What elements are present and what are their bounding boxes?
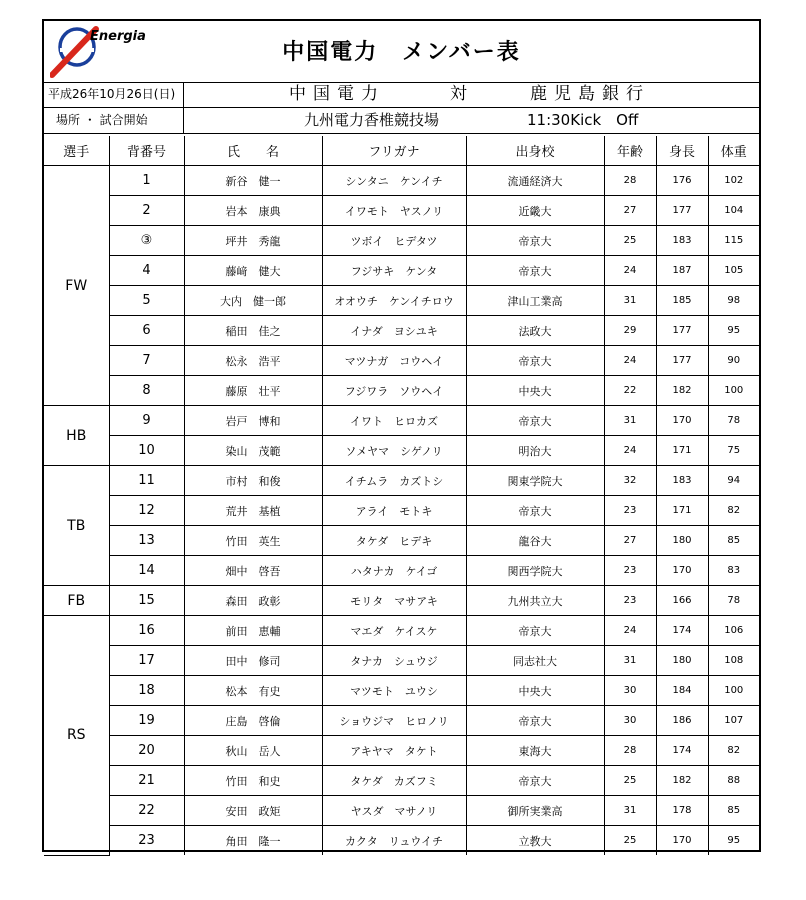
player-weight: 106 bbox=[708, 616, 759, 646]
player-number: 12 bbox=[109, 496, 184, 526]
player-weight: 85 bbox=[708, 526, 759, 556]
date-row bbox=[44, 82, 759, 108]
player-name: 秋山 岳人 bbox=[184, 736, 322, 766]
player-age: 32 bbox=[604, 466, 656, 496]
player-kana: ハタナカ ケイゴ bbox=[322, 556, 466, 586]
energia-logo bbox=[50, 23, 160, 79]
player-name: 大内 健一郎 bbox=[184, 286, 322, 316]
player-weight: 100 bbox=[708, 676, 759, 706]
player-row bbox=[44, 616, 759, 646]
player-weight: 85 bbox=[708, 796, 759, 826]
player-age: 23 bbox=[604, 556, 656, 586]
position-group-hb: HB bbox=[44, 406, 109, 466]
player-row bbox=[44, 346, 759, 376]
player-height: 170 bbox=[656, 556, 708, 586]
player-name: 稲田 佳之 bbox=[184, 316, 322, 346]
player-kana: タケダ カズフミ bbox=[322, 766, 466, 796]
player-number: 14 bbox=[109, 556, 184, 586]
player-age: 29 bbox=[604, 316, 656, 346]
player-name: 前田 恵輔 bbox=[184, 616, 322, 646]
player-name: 竹田 和史 bbox=[184, 766, 322, 796]
player-age: 23 bbox=[604, 586, 656, 616]
player-school: 帝京大 bbox=[466, 706, 604, 736]
player-name: 田中 修司 bbox=[184, 646, 322, 676]
position-group-fb: FB bbox=[44, 586, 109, 616]
player-row bbox=[44, 646, 759, 676]
player-school: 帝京大 bbox=[466, 766, 604, 796]
player-height: 185 bbox=[656, 286, 708, 316]
player-weight: 78 bbox=[708, 406, 759, 436]
player-row bbox=[44, 406, 759, 436]
away-team: 鹿児島銀行 bbox=[530, 84, 650, 104]
player-age: 24 bbox=[604, 256, 656, 286]
player-number: 1 bbox=[109, 166, 184, 196]
player-row bbox=[44, 676, 759, 706]
col-header-age: 年齢 bbox=[604, 136, 656, 166]
player-name: 染山 茂範 bbox=[184, 436, 322, 466]
player-weight: 107 bbox=[708, 706, 759, 736]
player-height: 166 bbox=[656, 586, 708, 616]
player-name: 松本 有史 bbox=[184, 676, 322, 706]
player-number: ③ bbox=[109, 226, 184, 256]
player-school: 明治大 bbox=[466, 436, 604, 466]
player-number: 2 bbox=[109, 196, 184, 226]
player-number: 6 bbox=[109, 316, 184, 346]
player-number: 23 bbox=[109, 826, 184, 856]
player-height: 174 bbox=[656, 736, 708, 766]
player-row bbox=[44, 466, 759, 496]
player-row bbox=[44, 166, 759, 196]
player-number: 20 bbox=[109, 736, 184, 766]
player-name: 坪井 秀龍 bbox=[184, 226, 322, 256]
player-weight: 82 bbox=[708, 736, 759, 766]
player-row bbox=[44, 496, 759, 526]
player-row bbox=[44, 826, 759, 856]
player-name: 岩本 康典 bbox=[184, 196, 322, 226]
player-kana: カクタ リュウイチ bbox=[322, 826, 466, 856]
player-age: 24 bbox=[604, 616, 656, 646]
player-number: 4 bbox=[109, 256, 184, 286]
player-weight: 83 bbox=[708, 556, 759, 586]
player-height: 186 bbox=[656, 706, 708, 736]
player-school: 帝京大 bbox=[466, 346, 604, 376]
player-weight: 78 bbox=[708, 586, 759, 616]
player-kana: タナカ シュウジ bbox=[322, 646, 466, 676]
player-row bbox=[44, 196, 759, 226]
player-age: 31 bbox=[604, 286, 656, 316]
player-row bbox=[44, 316, 759, 346]
player-kana: シンタニ ケンイチ bbox=[322, 166, 466, 196]
player-height: 183 bbox=[656, 226, 708, 256]
player-school: 流通経済大 bbox=[466, 166, 604, 196]
player-name: 安田 政矩 bbox=[184, 796, 322, 826]
player-school: 近畿大 bbox=[466, 196, 604, 226]
player-number: 21 bbox=[109, 766, 184, 796]
player-kana: ソメヤマ シゲノリ bbox=[322, 436, 466, 466]
player-school: 東海大 bbox=[466, 736, 604, 766]
player-number: 8 bbox=[109, 376, 184, 406]
player-height: 177 bbox=[656, 346, 708, 376]
player-age: 22 bbox=[604, 376, 656, 406]
player-age: 31 bbox=[604, 646, 656, 676]
col-header-number: 背番号 bbox=[109, 136, 184, 166]
player-height: 171 bbox=[656, 496, 708, 526]
roster-body bbox=[44, 166, 759, 856]
player-kana: イナダ ヨシユキ bbox=[322, 316, 466, 346]
col-header-weight: 体重 bbox=[708, 136, 759, 166]
player-number: 9 bbox=[109, 406, 184, 436]
player-age: 28 bbox=[604, 166, 656, 196]
player-kana: フジワラ ソウヘイ bbox=[322, 376, 466, 406]
player-row bbox=[44, 586, 759, 616]
player-weight: 98 bbox=[708, 286, 759, 316]
player-height: 183 bbox=[656, 466, 708, 496]
player-kana: ショウジマ ヒロノリ bbox=[322, 706, 466, 736]
venue-label: 場所 ・ 試合開始 bbox=[44, 108, 184, 133]
player-height: 170 bbox=[656, 826, 708, 856]
player-age: 28 bbox=[604, 736, 656, 766]
player-name: 新谷 健一 bbox=[184, 166, 322, 196]
player-kana: ツボイ ヒデタツ bbox=[322, 226, 466, 256]
player-age: 25 bbox=[604, 826, 656, 856]
player-weight: 105 bbox=[708, 256, 759, 286]
member-sheet bbox=[42, 19, 761, 852]
player-school: 同志社大 bbox=[466, 646, 604, 676]
player-number: 11 bbox=[109, 466, 184, 496]
player-weight: 102 bbox=[708, 166, 759, 196]
title-area bbox=[44, 21, 759, 83]
player-row bbox=[44, 796, 759, 826]
player-height: 184 bbox=[656, 676, 708, 706]
player-kana: イワモト ヤスノリ bbox=[322, 196, 466, 226]
player-age: 25 bbox=[604, 226, 656, 256]
player-age: 30 bbox=[604, 676, 656, 706]
player-name: 森田 政彰 bbox=[184, 586, 322, 616]
player-kana: イワト ヒロカズ bbox=[322, 406, 466, 436]
home-team: 中国電力 bbox=[289, 84, 385, 104]
player-row bbox=[44, 556, 759, 586]
player-school: 帝京大 bbox=[466, 256, 604, 286]
player-weight: 94 bbox=[708, 466, 759, 496]
player-school: 法政大 bbox=[466, 316, 604, 346]
player-weight: 75 bbox=[708, 436, 759, 466]
player-row bbox=[44, 736, 759, 766]
player-name: 竹田 英生 bbox=[184, 526, 322, 556]
player-name: 松永 浩平 bbox=[184, 346, 322, 376]
player-age: 27 bbox=[604, 526, 656, 556]
col-header-position: 選手 bbox=[44, 136, 109, 166]
header-row bbox=[44, 136, 759, 166]
player-row bbox=[44, 436, 759, 466]
player-row bbox=[44, 286, 759, 316]
player-school: 御所実業高 bbox=[466, 796, 604, 826]
logo-wordmark: Energia bbox=[90, 29, 146, 44]
player-height: 174 bbox=[656, 616, 708, 646]
match-date: 平成26年10月26日(日) bbox=[44, 82, 184, 107]
col-header-school: 出身校 bbox=[466, 136, 604, 166]
player-row bbox=[44, 376, 759, 406]
player-kana: アライ モトキ bbox=[322, 496, 466, 526]
player-height: 182 bbox=[656, 766, 708, 796]
player-weight: 100 bbox=[708, 376, 759, 406]
player-height: 177 bbox=[656, 316, 708, 346]
player-row bbox=[44, 706, 759, 736]
col-header-name: 氏 名 bbox=[184, 136, 322, 166]
player-name: 庄島 啓倫 bbox=[184, 706, 322, 736]
versus-label: 対 bbox=[450, 84, 474, 104]
player-school: 中央大 bbox=[466, 376, 604, 406]
player-number: 13 bbox=[109, 526, 184, 556]
player-row bbox=[44, 226, 759, 256]
venue-place: 九州電力香椎競技場 bbox=[304, 111, 440, 129]
venue-row bbox=[44, 108, 759, 134]
matchup bbox=[184, 82, 759, 107]
player-school: 津山工業高 bbox=[466, 286, 604, 316]
player-height: 170 bbox=[656, 406, 708, 436]
player-weight: 108 bbox=[708, 646, 759, 676]
player-number: 19 bbox=[109, 706, 184, 736]
player-number: 22 bbox=[109, 796, 184, 826]
kickoff-time: 11:30Kick Off bbox=[527, 111, 639, 129]
player-weight: 95 bbox=[708, 826, 759, 856]
player-kana: マエダ ケイスケ bbox=[322, 616, 466, 646]
player-number: 5 bbox=[109, 286, 184, 316]
player-school: 関西学院大 bbox=[466, 556, 604, 586]
player-weight: 95 bbox=[708, 316, 759, 346]
player-height: 180 bbox=[656, 526, 708, 556]
player-name: 藤﨑 健大 bbox=[184, 256, 322, 286]
player-school: 帝京大 bbox=[466, 616, 604, 646]
player-number: 10 bbox=[109, 436, 184, 466]
player-name: 市村 和俊 bbox=[184, 466, 322, 496]
player-school: 立教大 bbox=[466, 826, 604, 856]
player-kana: マツモト ユウシ bbox=[322, 676, 466, 706]
venue-info bbox=[184, 108, 759, 133]
player-name: 畑中 啓吾 bbox=[184, 556, 322, 586]
player-number: 15 bbox=[109, 586, 184, 616]
player-kana: オオウチ ケンイチロウ bbox=[322, 286, 466, 316]
player-height: 171 bbox=[656, 436, 708, 466]
player-height: 180 bbox=[656, 646, 708, 676]
player-school: 帝京大 bbox=[466, 406, 604, 436]
player-height: 178 bbox=[656, 796, 708, 826]
player-height: 187 bbox=[656, 256, 708, 286]
player-school: 帝京大 bbox=[466, 226, 604, 256]
player-height: 182 bbox=[656, 376, 708, 406]
player-age: 31 bbox=[604, 796, 656, 826]
player-age: 24 bbox=[604, 346, 656, 376]
player-kana: ヤスダ マサノリ bbox=[322, 796, 466, 826]
player-school: 関東学院大 bbox=[466, 466, 604, 496]
player-school: 龍谷大 bbox=[466, 526, 604, 556]
player-row bbox=[44, 526, 759, 556]
player-number: 17 bbox=[109, 646, 184, 676]
player-kana: マツナガ コウヘイ bbox=[322, 346, 466, 376]
player-age: 25 bbox=[604, 766, 656, 796]
player-number: 16 bbox=[109, 616, 184, 646]
player-age: 31 bbox=[604, 406, 656, 436]
player-weight: 115 bbox=[708, 226, 759, 256]
player-name: 岩戸 博和 bbox=[184, 406, 322, 436]
player-kana: フジサキ ケンタ bbox=[322, 256, 466, 286]
document-title: 中国電力 メンバー表 bbox=[282, 40, 521, 65]
player-row bbox=[44, 256, 759, 286]
player-number: 18 bbox=[109, 676, 184, 706]
col-header-kana: フリガナ bbox=[322, 136, 466, 166]
roster-table bbox=[44, 136, 759, 856]
player-row bbox=[44, 766, 759, 796]
player-kana: モリタ マサアキ bbox=[322, 586, 466, 616]
player-school: 帝京大 bbox=[466, 496, 604, 526]
position-group-tb: TB bbox=[44, 466, 109, 586]
player-weight: 88 bbox=[708, 766, 759, 796]
energia-logo-mark bbox=[50, 23, 160, 79]
player-height: 176 bbox=[656, 166, 708, 196]
player-kana: タケダ ヒデキ bbox=[322, 526, 466, 556]
player-school: 九州共立大 bbox=[466, 586, 604, 616]
position-group-fw: FW bbox=[44, 166, 109, 406]
player-school: 中央大 bbox=[466, 676, 604, 706]
player-weight: 82 bbox=[708, 496, 759, 526]
player-kana: イチムラ カズトシ bbox=[322, 466, 466, 496]
player-number: 7 bbox=[109, 346, 184, 376]
player-height: 177 bbox=[656, 196, 708, 226]
player-age: 24 bbox=[604, 436, 656, 466]
player-kana: アキヤマ タケト bbox=[322, 736, 466, 766]
player-weight: 90 bbox=[708, 346, 759, 376]
player-name: 藤原 壮平 bbox=[184, 376, 322, 406]
player-age: 27 bbox=[604, 196, 656, 226]
player-age: 30 bbox=[604, 706, 656, 736]
position-group-rs: RS bbox=[44, 616, 109, 856]
player-weight: 104 bbox=[708, 196, 759, 226]
player-age: 23 bbox=[604, 496, 656, 526]
col-header-height: 身長 bbox=[656, 136, 708, 166]
player-name: 角田 隆一 bbox=[184, 826, 322, 856]
player-name: 荒井 基植 bbox=[184, 496, 322, 526]
